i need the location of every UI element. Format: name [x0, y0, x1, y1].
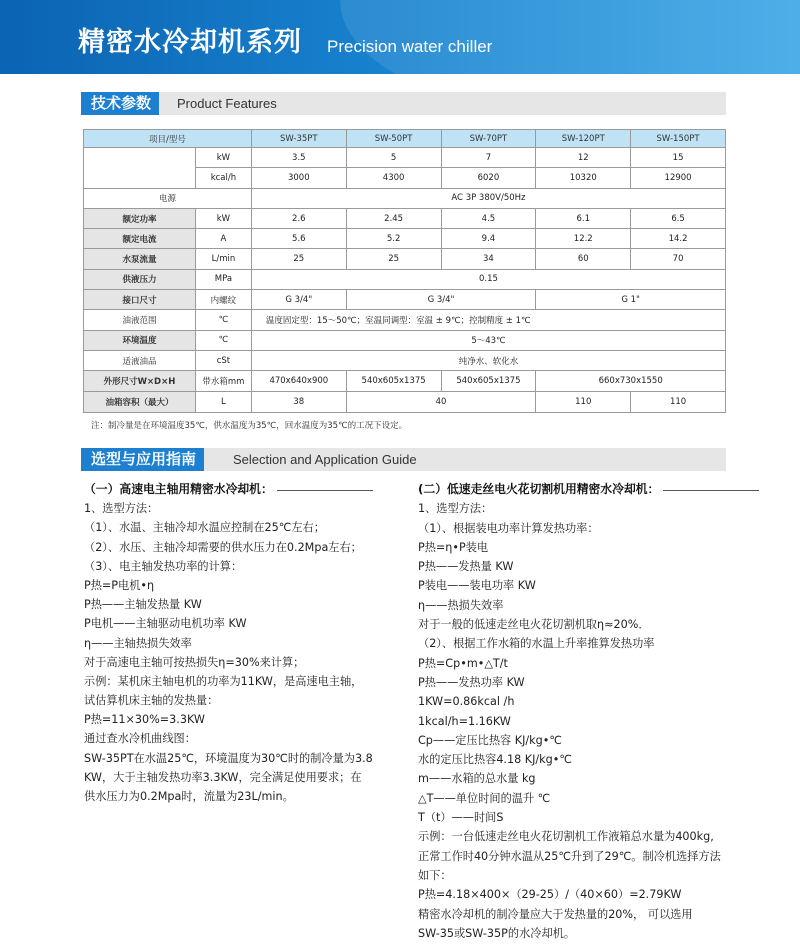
guide-line: （2）、根据工作水箱的水温上升率推算发热功率	[418, 637, 655, 651]
guide-right-column	[418, 480, 738, 943]
guide-line: 1、选型方法：	[84, 502, 159, 516]
value-cell: 5.6	[251, 229, 346, 249]
table-row	[84, 188, 726, 208]
guide-line: （1）、根据装电功率计算发热功率：	[418, 521, 599, 535]
table-row	[84, 350, 726, 370]
guide-line: P装电——装电功率 KW	[418, 579, 536, 593]
value-cell: 12900	[631, 168, 726, 188]
guide-line: △T——单位时间的温升 ℃	[418, 791, 551, 805]
row-label: 接口尺寸	[84, 290, 196, 310]
unit-cell: MPa	[195, 269, 251, 289]
unit-cell: A	[195, 229, 251, 249]
guide-line: 对于高速电主轴可按热损失η=30%来计算；	[84, 655, 305, 669]
header-cell: SW-120PT	[536, 130, 631, 148]
guide-title: Selection and Application Guide	[233, 452, 417, 467]
guide-line: η——热损失效率	[418, 598, 504, 612]
value-cell: 15	[631, 148, 726, 168]
value-cell: 34	[441, 249, 536, 269]
value-cell: 60	[536, 249, 631, 269]
unit-cell: ℃	[195, 310, 251, 330]
guide-line: P热——发热量 KW	[418, 560, 514, 574]
guide-line: P热=Cp•m•△T/t	[418, 656, 508, 670]
value-cell: 660x730x1550	[536, 371, 726, 392]
row-label: 环境温度	[84, 330, 196, 350]
value-cell: 6.5	[631, 208, 726, 228]
value-cell: 9.4	[441, 229, 536, 249]
row-label: 外形尺寸W×D×H	[84, 371, 196, 392]
guide-line: 通过查水冷机曲线图：	[84, 732, 196, 746]
header-cell: SW-150PT	[631, 130, 726, 148]
value-cell: 10320	[536, 168, 631, 188]
value-cell: 5	[346, 148, 441, 168]
value-cell: 纯净水、软化水	[251, 350, 725, 370]
value-cell: 12	[536, 148, 631, 168]
value-cell: 5～43℃	[251, 330, 725, 350]
guide-line: Cp——定压比热容 KJ/kg•℃	[418, 733, 562, 747]
unit-cell: L	[195, 392, 251, 412]
guide-line: （3）、电主轴发热功率的计算：	[84, 559, 243, 573]
guide-line: P热=4.18×400×（29-25）/（40×60）=2.79KW	[418, 888, 682, 902]
value-cell: 7	[441, 148, 536, 168]
guide-line: 1、选型方法：	[418, 502, 493, 516]
row-label: 额定电流	[84, 229, 196, 249]
row-label: 水泵流量	[84, 249, 196, 269]
table-row	[84, 229, 726, 249]
guide-line: 对于一般的低速走丝电火花切割机取η≈20%．	[418, 618, 650, 632]
guide-line: P热——发热功率 KW	[418, 675, 525, 689]
row-label: 额定功率	[84, 208, 196, 228]
guide-line: 1KW=0.86kcal /h	[418, 695, 515, 709]
page-title: 精密水冷却机系列	[78, 27, 302, 58]
guide-line: SW-35PT在水温25℃，环境温度为30℃时的制冷量为3.8	[84, 751, 373, 765]
unit-cell: kW	[195, 148, 251, 168]
value-cell: 25	[346, 249, 441, 269]
value-cell: 6020	[441, 168, 536, 188]
row-label: 油箱容积（最大）	[84, 392, 196, 412]
guide-line: 精密水冷却机的制冷量应大于发热量的20%， 可以选用	[418, 907, 693, 921]
header-cell: SW-50PT	[346, 130, 441, 148]
value-cell: G 3/4"	[251, 290, 346, 310]
unit-cell: 内螺纹	[195, 290, 251, 310]
value-cell: 110	[631, 392, 726, 412]
guide-line: P热=P电机•η	[84, 578, 155, 592]
page-title-english: Precision water chiller	[327, 37, 493, 56]
guide-tag: 选型与应用指南	[81, 448, 204, 471]
header-banner	[0, 0, 800, 74]
value-cell: AC 3P 380V/50Hz	[251, 188, 725, 208]
value-cell: 70	[631, 249, 726, 269]
guide-line: P热=11×30%=3.3KW	[84, 713, 205, 727]
value-cell: 温度固定型：15～50℃；室温同调型：室温 ± 9℃；控制精度 ± 1℃	[251, 310, 725, 330]
value-cell: 38	[251, 392, 346, 412]
table-row	[84, 371, 726, 392]
table-row	[84, 249, 726, 269]
guide-line: 示例：一台低速走丝电火花切割机工作液箱总水量为400kg,	[418, 830, 714, 844]
value-cell: G 3/4"	[346, 290, 536, 310]
value-cell: 540x605x1375	[346, 371, 441, 392]
header-cell: SW-70PT	[441, 130, 536, 148]
table-row	[84, 208, 726, 228]
guide-line: 水的定压比热容4.18 KJ/kg•℃	[418, 753, 572, 767]
unit-cell: L/min	[195, 249, 251, 269]
guide-line: η——主轴热损失效率	[84, 636, 192, 650]
guide-line: 如下：	[418, 868, 452, 882]
guide-section-bar	[81, 448, 726, 471]
value-cell: 110	[536, 392, 631, 412]
guide-line: P电机——主轴驱动电机功率 KW	[84, 617, 247, 631]
value-cell: 4.5	[441, 208, 536, 228]
guide-line: 示例：某机床主轴电机的功率为11KW，是高速电主轴，	[84, 674, 363, 688]
features-title: Product Features	[177, 96, 277, 111]
table-row	[84, 290, 726, 310]
right-heading: (二）低速走丝电火花切割机用精密水冷却机：	[418, 480, 738, 499]
guide-line: T（t）——时间S	[418, 811, 504, 825]
guide-line: KW，大于主轴发热功率3.3KW，完全满足使用要求；在	[84, 770, 362, 784]
value-cell: 3000	[251, 168, 346, 188]
left-heading: （一）高速电主轴用精密水冷却机：	[84, 480, 384, 499]
table-footnote: 注：制冷量是在环境温度35℃，供水温度为35℃，回水温度为35℃的工况下设定。	[91, 421, 408, 431]
guide-line: （2）、水压、主轴冷却需要的供水压力在0.2Mpa左右；	[84, 540, 362, 554]
unit-cell: kW	[195, 208, 251, 228]
table-header-row	[84, 130, 726, 148]
guide-line: m——水箱的总水量 kg	[418, 772, 536, 786]
value-cell: 40	[346, 392, 536, 412]
header-cell: 项目/型号	[84, 130, 252, 148]
value-cell: G 1"	[536, 290, 726, 310]
table-row	[84, 269, 726, 289]
value-cell: 470x640x900	[251, 371, 346, 392]
table-row	[84, 310, 726, 330]
guide-line: P热=η•P装电	[418, 540, 489, 554]
value-cell: 5.2	[346, 229, 441, 249]
row-label: 油液范围	[84, 310, 196, 330]
unit-cell: cSt	[195, 350, 251, 370]
row-label: 电源	[84, 188, 252, 208]
row-label: 供液压力	[84, 269, 196, 289]
value-cell: 25	[251, 249, 346, 269]
guide-line: 1kcal/h=1.16KW	[418, 714, 511, 728]
guide-line: SW-35或SW-35P的水冷却机。	[418, 926, 576, 940]
unit-cell: kcal/h	[195, 168, 251, 188]
features-tag: 技术参数	[81, 92, 159, 115]
table-row	[84, 330, 726, 350]
guide-line: 试估算机床主轴的发热量：	[84, 694, 219, 708]
value-cell: 12.2	[536, 229, 631, 249]
value-cell: 0.15	[251, 269, 725, 289]
guide-line: 供水压力为0.2Mpa时，流量为23L/min。	[84, 790, 294, 803]
header-cell: SW-35PT	[251, 130, 346, 148]
unit-cell: 带水箱mm	[195, 371, 251, 392]
spec-table	[83, 129, 726, 413]
guide-left-column	[84, 480, 384, 806]
table-row	[84, 392, 726, 412]
features-section-bar	[81, 92, 726, 115]
value-cell: 2.45	[346, 208, 441, 228]
guide-line: （1）、水温、主轴冷却水温应控制在25℃左右；	[84, 521, 325, 535]
value-cell: 4300	[346, 168, 441, 188]
value-cell: 6.1	[536, 208, 631, 228]
row-label-cooling	[84, 148, 196, 189]
value-cell: 540x605x1375	[441, 371, 536, 392]
row-label: 适液油品	[84, 350, 196, 370]
table-row	[84, 148, 726, 168]
value-cell: 14.2	[631, 229, 726, 249]
value-cell: 3.5	[251, 148, 346, 168]
guide-line: 正常工作时40分钟水温从25℃升到了29℃。制冷机选择方法	[418, 849, 721, 863]
guide-line: P热——主轴发热量 KW	[84, 598, 202, 612]
unit-cell: ℃	[195, 330, 251, 350]
value-cell: 2.6	[251, 208, 346, 228]
